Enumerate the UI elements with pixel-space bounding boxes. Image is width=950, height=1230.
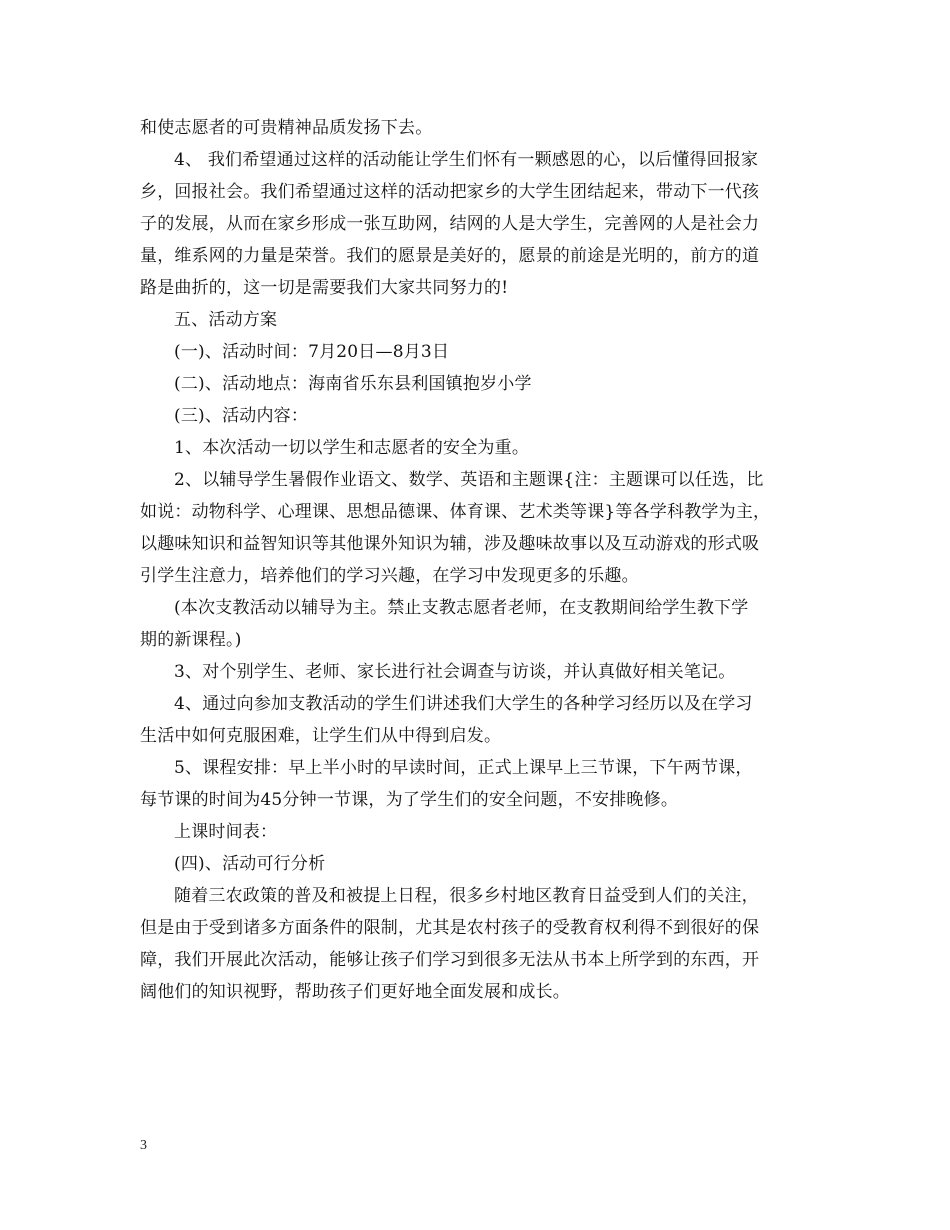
text-line: 障，我们开展此次活动，能够让孩子们学习到很多无法从书本上所学到的东西，开 (140, 950, 760, 970)
text-line: 路是曲折的，这一切是需要我们大家共同努力的! (140, 278, 509, 298)
text-line: 上课时间表： (174, 822, 278, 842)
text-line: 子的发展，从而在家乡形成一张互助网，结网的人是大学生，完善网的人是社会力 (140, 214, 760, 234)
text-line: 4、 我们希望通过这样的活动能让学生们怀有一颗感恩的心，以后懂得回报家 (174, 150, 759, 170)
text-line: 乡，回报社会。我们希望通过这样的活动把家乡的大学生团结起来，带动下一代孩 (140, 182, 760, 202)
text-line: (一)、活动时间：7月20日—8月3日 (174, 342, 450, 362)
text-line: 引学生注意力，培养他们的学习兴趣，在学习中发现更多的乐趣。 (140, 566, 639, 586)
text-line: (本次支教活动以辅导为主。禁止支教志愿者老师，在支教期间给学生教下学 (174, 598, 749, 618)
text-line: (二)、活动地点：海南省乐东县利国镇抱岁小学 (174, 374, 532, 394)
text-line: 1、本次活动一切以学生和志愿者的安全为重。 (174, 438, 530, 458)
text-line: 但是由于受到诸多方面条件的限制，尤其是农村孩子的受教育权利得不到很好的保 (140, 918, 760, 938)
section-heading: 五、活动方案 (174, 310, 278, 330)
text-line: 量，维系网的力量是荣誉。我们的愿景是美好的，愿景的前途是光明的，前方的道 (140, 246, 760, 266)
text-line: 阔他们的知识视野，帮助孩子们更好地全面发展和成长。 (140, 982, 570, 1002)
text-line: 期的新课程。) (140, 630, 242, 650)
text-line: 随着三农政策的普及和被提上日程，很多乡村地区教育日益受到人们的关注， (174, 886, 759, 906)
text-line: 4、通过向参加支教活动的学生们讲述我们大学生的各种学习经历以及在学习 (174, 694, 753, 714)
text-line: 如说：动物科学、心理课、思想品德课、体育课、艺术类等课}等各学科教学为主， (140, 502, 771, 522)
text-line: 每节课的时间为45分钟一节课，为了学生们的安全问题，不安排晚修。 (140, 790, 679, 810)
document-body (140, 112, 812, 1008)
text-line: 以趣味知识和益智知识等其他课外知识为辅，涉及趣味故事以及互动游戏的形式吸 (140, 534, 760, 554)
text-line: 2、以辅导学生暑假作业语文、数学、英语和主题课{注：主题课可以任选，比 (174, 470, 764, 490)
text-line: 3、对个别学生、老师、家长进行社会调查与访谈，并认真做好相关笔记。 (174, 662, 736, 682)
text-line: 和使志愿者的可贵精神品质发扬下去。 (140, 118, 433, 138)
text-line: 生活中如何克服困难，让学生们从中得到启发。 (140, 726, 502, 746)
page-number: 3 (140, 1138, 147, 1153)
section-heading: (四)、活动可行分析 (174, 854, 326, 874)
text-line: 5、课程安排：早上半小时的早读时间，正式上课早上三节课，下午两节课， (174, 758, 753, 778)
text-line: (三)、活动内容： (174, 406, 309, 426)
